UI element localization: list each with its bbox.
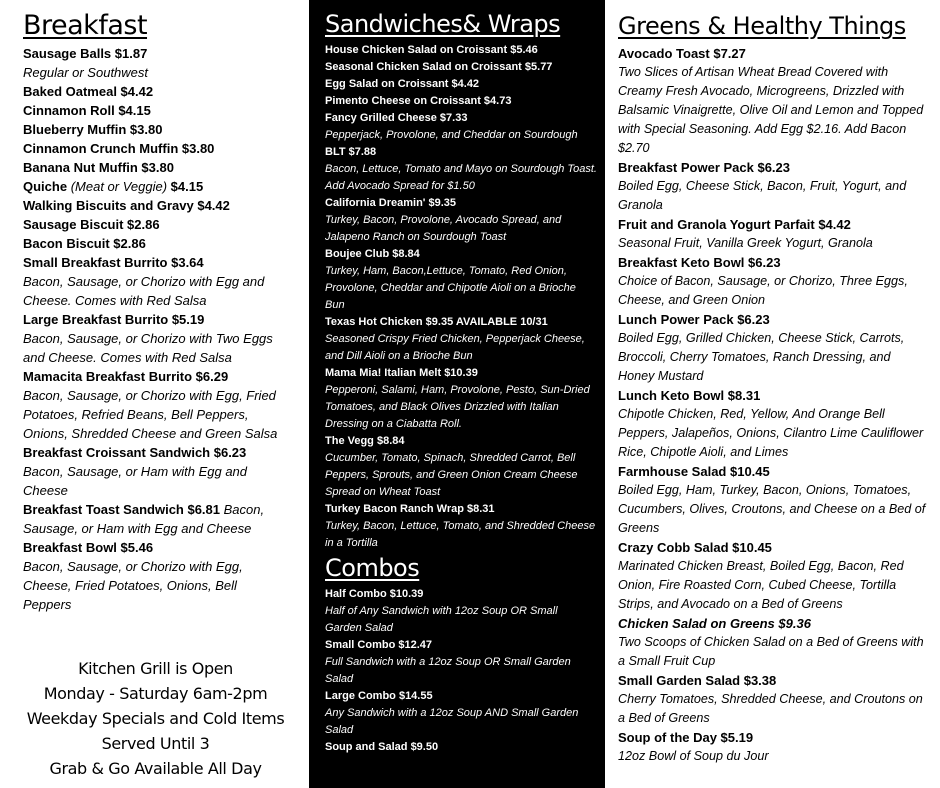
menu-item-description: Any Sandwich with a 12oz Soup AND Small Garden Salad: [325, 707, 579, 736]
menu-item: [23, 253, 288, 310]
menu-item-name: Lunch Power Pack $6.23: [618, 312, 770, 327]
kitchen-note-line: Served Until 3: [101, 734, 210, 753]
greens-heading: Greens & Healthy Things: [618, 12, 906, 40]
menu-item: [23, 310, 288, 367]
menu-item-name: Soup and Salad $9.50: [325, 741, 439, 753]
menu-item-description: Turkey, Bacon, Provolone, Avocado Spread, and Jalapeno Ranch on Sourdough Toast: [325, 214, 562, 243]
menu-item-description: Two Slices of Artisan Wheat Bread Covered with Creamy Fresh Avocado, Microgreens, Drizzled with Balsamic Vinaigrette, Olive Oil and Lemon and Topped with Special Seasoning. Add Egg $2.16. Add Bacon $2.70: [618, 65, 924, 155]
sandwiches-panel: [309, 0, 605, 788]
menu-item-description: Boiled Egg, Grilled Chicken, Cheese Stick, Carrots, Broccoli, Cherry Tomatoes, Ranch Dressing, and Honey Mustard: [618, 331, 905, 383]
menu-item-name: Large Breakfast Burrito $5.19: [23, 312, 205, 327]
menu-item: [23, 500, 288, 538]
menu-item: [325, 433, 597, 501]
menu-item: [23, 44, 288, 82]
menu-item-name: [23, 177, 288, 196]
menu-item-name: Lunch Keto Bowl $8.31: [618, 388, 761, 403]
combos-items: [325, 586, 597, 756]
menu-item: [325, 314, 597, 365]
menu-item: [325, 637, 597, 688]
kitchen-hours-note: [23, 656, 288, 781]
menu-item-description: Bacon, Lettuce, Tomato and Mayo on Sourdough Toast. Add Avocado Spread for $1.50: [325, 163, 597, 192]
menu-item-description: 12oz Bowl of Soup du Jour: [618, 749, 769, 763]
menu-item: [325, 501, 597, 552]
menu-item-description: Cherry Tomatoes, Shredded Cheese, and Croutons on a Bed of Greens: [618, 692, 923, 725]
menu-item-price: $4.15: [170, 179, 204, 194]
menu-item: [618, 158, 930, 215]
menu-item: [325, 688, 597, 739]
sandwiches-heading: Sandwiches& Wraps: [325, 10, 561, 38]
menu-item-name: Pimento Cheese on Croissant $4.73: [325, 95, 512, 107]
menu-item: [325, 93, 597, 110]
menu-item-description: Full Sandwich with a 12oz Soup OR Small Garden Salad: [325, 656, 571, 685]
menu-item-name-text: Breakfast Toast Sandwich $6.81: [23, 502, 221, 517]
menu-item-name: Soup of the Day $5.19: [618, 730, 754, 745]
sandwiches-items: [325, 42, 597, 552]
kitchen-note-line: Weekday Specials and Cold Items: [26, 709, 285, 728]
kitchen-note-line: Monday - Saturday 6am-2pm: [43, 684, 268, 703]
menu-item-description: Seasonal Fruit, Vanilla Greek Yogurt, Granola: [618, 236, 873, 250]
menu-item: [325, 76, 597, 93]
greens-items: [618, 44, 930, 766]
menu-item-name: The Vegg $8.84: [325, 435, 405, 447]
menu-item: [618, 462, 930, 538]
menu-item-description: Bacon, Sausage, or Chorizo with Egg and Cheese. Comes with Red Salsa: [23, 274, 265, 308]
menu-item-name: Half Combo $10.39: [325, 588, 424, 600]
menu-item-name: Sausage Balls $1.87: [23, 46, 148, 61]
kitchen-note-line: Kitchen Grill is Open: [78, 659, 233, 678]
menu-item-name: Bacon Biscuit $2.86: [23, 236, 146, 251]
menu-item-description: Bacon, Sausage, or Ham with Egg and Cheese: [23, 464, 248, 498]
menu-item-description: Bacon, Sausage, or Chorizo with Egg, Cheese, Fried Potatoes, Onions, Bell Peppers: [23, 559, 243, 612]
menu-item-description: Cucumber, Tomato, Spinach, Shredded Carrot, Bell Peppers, Sprouts, and Green Onion Cream Cheese Spread on Wheat Toast: [325, 452, 578, 498]
menu-item-description: Two Scoops of Chicken Salad on a Bed of Greens with a Small Fruit Cup: [618, 635, 924, 668]
menu-item-name: Sausage Biscuit $2.86: [23, 217, 160, 232]
menu-item-description: Turkey, Ham, Bacon,Lettuce, Tomato, Red Onion, Provolone, Cheddar and Chipotle Aioli on a Brioche Bun: [325, 265, 576, 311]
menu-item-name: Small Combo $12.47: [325, 639, 432, 651]
menu-item: [618, 310, 930, 386]
menu-item-name: Texas Hot Chicken $9.35 AVAILABLE 10/31: [325, 316, 548, 328]
menu-item-name: Blueberry Muffin $3.80: [23, 122, 163, 137]
menu-item-description: Bacon, Sausage, or Chorizo with Egg, Fried Potatoes, Refried Beans, Bell Peppers, Onions, Shredded Cheese and Green Salsa: [23, 388, 278, 441]
menu-item: [325, 195, 597, 246]
menu-item: [618, 671, 930, 728]
menu-item-description: Pepperoni, Salami, Ham, Provolone, Pesto, Sun-Dried Tomatoes, and Black Olives Drizzled with Italian Dressing on a Ciabatta Roll.: [325, 384, 590, 430]
menu-item-description: Bacon, Sausage, or Chorizo with Two Eggs and Cheese. Comes with Red Salsa: [23, 331, 273, 365]
menu-item-name: Boujee Club $8.84: [325, 248, 420, 260]
menu-item-description: Seasoned Crispy Fried Chicken, Pepperjack Cheese, and Dill Aioli on a Brioche Bun: [325, 333, 585, 362]
menu-item: [325, 59, 597, 76]
menu-item-name: BLT $7.88: [325, 146, 377, 158]
menu-item-name: Avocado Toast $7.27: [618, 46, 746, 61]
breakfast-items: [23, 44, 288, 614]
menu-item-name: Breakfast Bowl $5.46: [23, 540, 154, 555]
menu-item-description: Boiled Egg, Cheese Stick, Bacon, Fruit, Yogurt, and Granola: [618, 179, 907, 212]
menu-item-name: Chicken Salad on Greens $9.36: [618, 616, 811, 631]
menu-item: [618, 386, 930, 462]
menu-item: [325, 42, 597, 59]
menu-item-name: Seasonal Chicken Salad on Croissant $5.77: [325, 61, 553, 73]
menu-item: [23, 443, 288, 500]
menu-item-description: Chipotle Chicken, Red, Yellow, And Orange Bell Peppers, Jalapeños, Onions, Cilantro Lime Cauliflower Rice, Chipotle Aioli, and Limes: [618, 407, 924, 459]
menu-item-description: Half of Any Sandwich with 12oz Soup OR Small Garden Salad: [325, 605, 558, 634]
menu-item: [23, 120, 288, 139]
menu-item: [325, 739, 597, 756]
menu-item-description: Regular or Southwest: [23, 65, 149, 80]
menu-item: [23, 215, 288, 234]
menu-item-description: Marinated Chicken Breast, Boiled Egg, Bacon, Red Onion, Fire Roasted Corn, Cubed Cheese, Tortilla Strips, and Avocado on a Bed of Greens: [618, 559, 904, 611]
menu-item: [23, 367, 288, 443]
menu-item: [618, 253, 930, 310]
menu-item-name: Walking Biscuits and Gravy $4.42: [23, 198, 230, 213]
menu-item: [23, 82, 288, 101]
menu-item: [325, 365, 597, 433]
menu-item: [618, 728, 930, 766]
menu-item-description: Pepperjack, Provolone, and Cheddar on Sourdough: [325, 129, 578, 141]
menu-item-name: Small Garden Salad $3.38: [618, 673, 777, 688]
combos-heading: Combos: [325, 554, 420, 582]
menu-item-name: Large Combo $14.55: [325, 690, 433, 702]
menu-item-description: Turkey, Bacon, Lettuce, Tomato, and Shredded Cheese in a Tortilla: [325, 520, 596, 549]
menu-item-description: Bacon, Sausage, or Ham with Egg and Cheese: [23, 502, 265, 536]
menu-item-name: Mama Mia! Italian Melt $10.39: [325, 367, 478, 379]
menu-item: [618, 215, 930, 253]
menu-item-name: Farmhouse Salad $10.45: [618, 464, 770, 479]
menu-item-name: Baked Oatmeal $4.42: [23, 84, 154, 99]
menu-item-name: House Chicken Salad on Croissant $5.46: [325, 44, 538, 56]
menu-item-name: Cinnamon Crunch Muffin $3.80: [23, 141, 215, 156]
menu-item-name: Breakfast Keto Bowl $6.23: [618, 255, 781, 270]
menu-item: [325, 144, 597, 195]
menu-item-description: Choice of Bacon, Sausage, or Chorizo, Three Eggs, Cheese, and Green Onion: [618, 274, 908, 307]
greens-section: [618, 10, 930, 766]
breakfast-section: [23, 10, 288, 614]
menu-item-name: [23, 500, 288, 538]
menu-item: [23, 139, 288, 158]
menu-item-name: California Dreamin' $9.35: [325, 197, 457, 209]
menu-item-name: Breakfast Power Pack $6.23: [618, 160, 790, 175]
breakfast-heading: Breakfast: [23, 10, 148, 41]
menu-item-name: Mamacita Breakfast Burrito $6.29: [23, 369, 229, 384]
menu-item: [325, 586, 597, 637]
menu-item-description: Boiled Egg, Ham, Turkey, Bacon, Onions, Tomatoes, Cucumbers, Olives, Croutons, and Cheese on a Bed of Greens: [618, 483, 926, 535]
menu-item-name-text: Quiche: [23, 179, 68, 194]
menu-item: [23, 196, 288, 215]
menu-item: [618, 538, 930, 614]
menu-item: [23, 177, 288, 196]
menu-item-name: Egg Salad on Croissant $4.42: [325, 78, 480, 90]
menu-item: [23, 101, 288, 120]
menu-item-name: Breakfast Croissant Sandwich $6.23: [23, 445, 247, 460]
menu-item: [23, 234, 288, 253]
menu-item: [23, 158, 288, 177]
menu-item-name: Cinnamon Roll $4.15: [23, 103, 151, 118]
menu-item-name: Turkey Bacon Ranch Wrap $8.31: [325, 503, 495, 515]
menu-item-name: Crazy Cobb Salad $10.45: [618, 540, 772, 555]
menu-item: [618, 44, 930, 158]
menu-item-name: Small Breakfast Burrito $3.64: [23, 255, 204, 270]
menu-item: [325, 246, 597, 314]
menu-item-name: Fancy Grilled Cheese $7.33: [325, 112, 468, 124]
menu-item: [325, 110, 597, 144]
menu-item-name: Banana Nut Muffin $3.80: [23, 160, 174, 175]
menu-item-variant: (Meat or Veggie): [70, 179, 168, 194]
menu-item: [23, 538, 288, 614]
menu-item-name: Fruit and Granola Yogurt Parfait $4.42: [618, 217, 851, 232]
menu-item: [618, 614, 930, 671]
kitchen-note-line: Grab & Go Available All Day: [49, 759, 262, 778]
